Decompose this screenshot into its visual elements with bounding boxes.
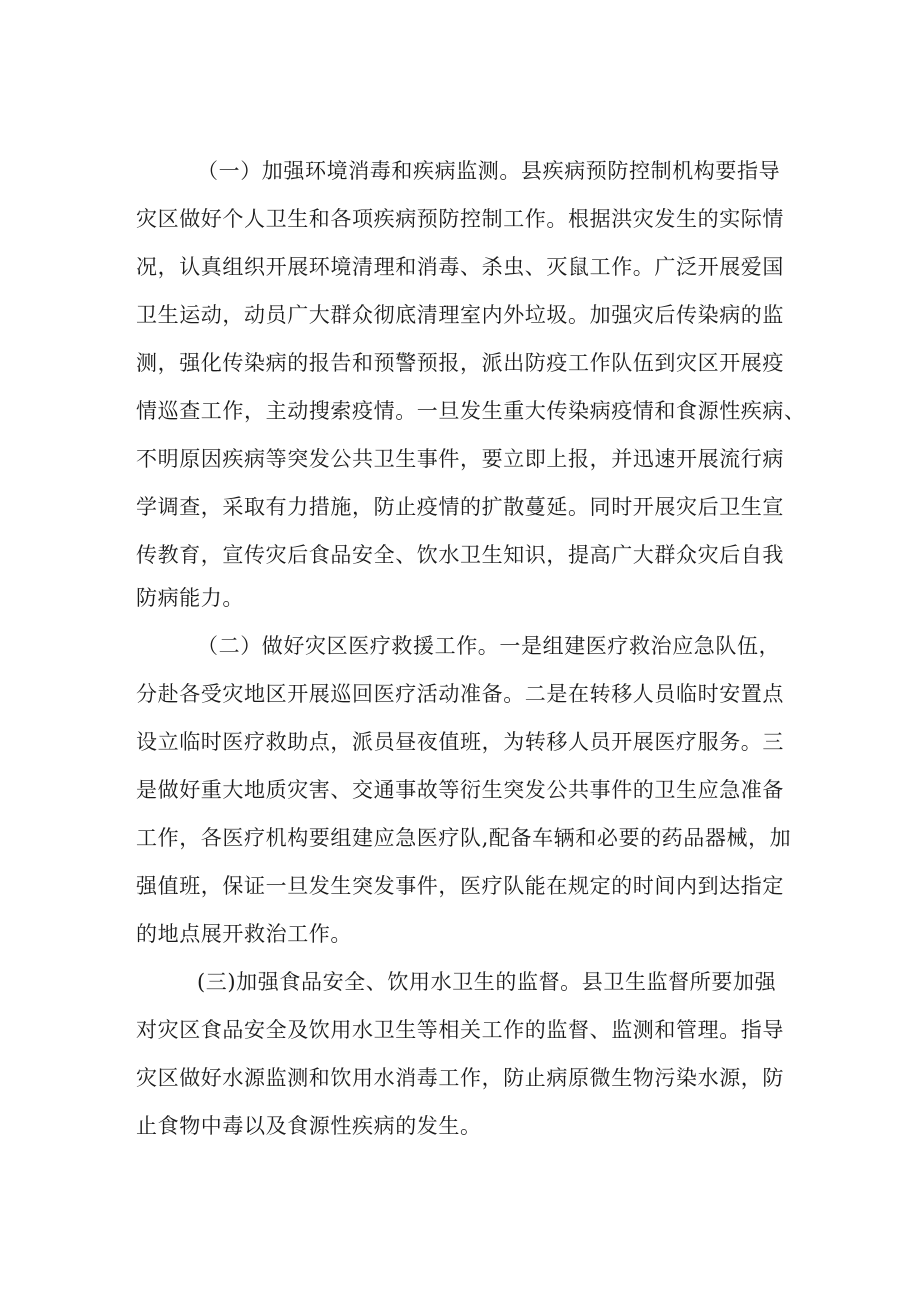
paragraph-1-line-5: 测，强化传染病的报告和预警预报，派出防疫工作队伍到灾区开展疫 (136, 351, 784, 375)
paragraph-3-line-2: 对灾区食品安全及饮用水卫生等相关工作的监督、监测和管理。指导 (136, 1018, 784, 1042)
paragraph-2-line-4: 是做好重大地质灾害、交通事故等衍生突发公共事件的卫生应急准备 (136, 778, 784, 802)
paragraph-1-line-6: 情巡查工作，主动搜索疫情。一旦发生重大传染病疫情和食源性疾病、 (136, 399, 806, 423)
paragraph-1-line-10: 防病能力。 (136, 586, 244, 610)
paragraph-1-line-3: 况，认真组织开展环境清理和消毒、杀虫、灭鼠工作。广泛开展爱国 (136, 255, 784, 279)
paragraph-2-line-3: 设立临时医疗救助点，派员昼夜值班，为转移人员开展医疗服务。三 (136, 730, 784, 754)
paragraph-1-line-7: 不明原因疾病等突发公共卫生事件，要立即上报，并迅速开展流行病 (136, 447, 784, 471)
paragraph-1-line-9: 传教育，宣传灾后食品安全、饮水卫生知识，提高广大群众灾后自我 (136, 543, 784, 567)
paragraph-1-line-1: （一）加强环境消毒和疾病监测。县疾病预防控制机构要指导 (197, 159, 781, 183)
paragraph-1-line-2: 灾区做好个人卫生和各项疾病预防控制工作。根据洪灾发生的实际情 (136, 207, 784, 231)
paragraph-3-line-3: 灾区做好水源监测和饮用水消毒工作，防止病原微生物污染水源，防 (136, 1066, 784, 1090)
paragraph-1-line-4: 卫生运动，动员广大群众彻底清理室内外垃圾。加强灾后传染病的监 (136, 303, 784, 327)
paragraph-1-line-8: 学调查，采取有力措施，防止疫情的扩散蔓延。同时开展灾后卫生宣 (136, 495, 784, 519)
paragraph-2-line-7: 的地点展开救治工作。 (136, 922, 352, 946)
paragraph-2-line-1: （二）做好灾区医疗救援工作。一是组建医疗救治应急队伍， (197, 634, 781, 658)
paragraph-2-line-6: 强值班，保证一旦发生突发事件，医疗队能在规定的时间内到达指定 (136, 874, 784, 898)
paragraph-2-line-5: 工作，各医疗机构要组建应急医疗队,配备车辆和必要的药品器械，加 (136, 826, 792, 850)
paragraph-2-line-2: 分赴各受灾地区开展巡回医疗活动准备。二是在转移人员临时安置点 (136, 682, 784, 706)
paragraph-3-line-4: 止食物中毒以及食源性疾病的发生。 (136, 1114, 482, 1138)
paragraph-3-line-1: (三)加强食品安全、饮用水卫生的监督。县卫生监督所要加强 (197, 970, 777, 994)
